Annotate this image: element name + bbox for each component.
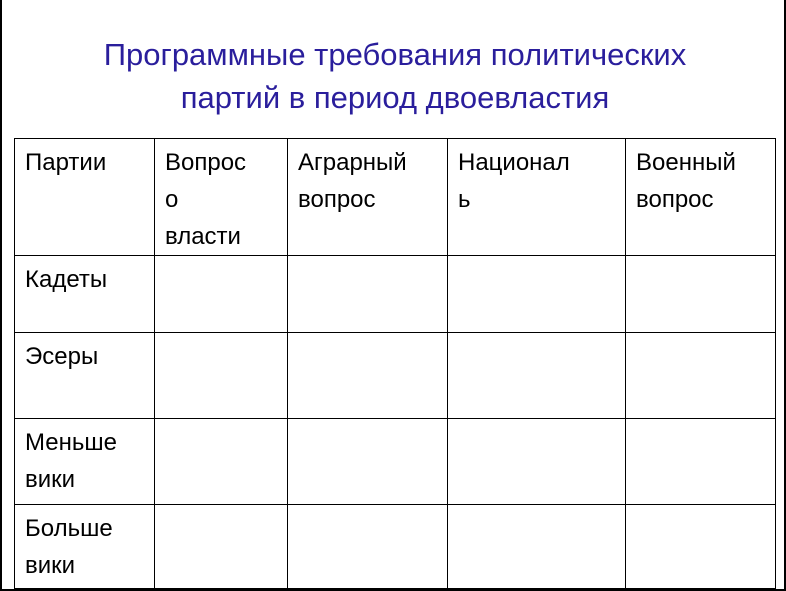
- table-cell: [288, 505, 448, 589]
- header-military-question-line-2: вопрос: [636, 186, 714, 213]
- party-name-line-2: вики: [25, 466, 76, 493]
- table-cell: [288, 333, 448, 419]
- table-cell: [448, 333, 626, 419]
- table-cell: [155, 419, 288, 505]
- slide-title-line-1: Программные требования политических: [103, 37, 687, 72]
- header-power-question-line-2: о: [165, 186, 179, 213]
- table-cell: [626, 419, 776, 505]
- party-name-line-1: Меньше: [25, 429, 117, 456]
- party-programs-table: [14, 138, 776, 589]
- table-cell: [626, 505, 776, 589]
- header-national-question: [448, 139, 626, 256]
- table-cell: [288, 256, 448, 333]
- party-name-line-1: Кадеты: [25, 266, 108, 293]
- header-military-question: [626, 139, 776, 256]
- header-power-question: [155, 139, 288, 256]
- table-cell: [626, 256, 776, 333]
- table-cell: [155, 505, 288, 589]
- table-cell: [155, 256, 288, 333]
- table-cell: [155, 333, 288, 419]
- header-national-question-line-2: ь: [458, 186, 471, 213]
- table-cell: [626, 333, 776, 419]
- table-cell: [288, 419, 448, 505]
- table-row: [15, 256, 776, 333]
- header-national-question-line-1: Национал: [458, 149, 570, 176]
- header-agrarian-question: [288, 139, 448, 256]
- party-cell-mensheviks: [15, 419, 155, 505]
- header-agrarian-question-line-2: вопрос: [298, 186, 376, 213]
- table-row: [15, 505, 776, 589]
- table-cell: [448, 419, 626, 505]
- table-header-row: [15, 139, 776, 256]
- party-cell-bolsheviks: [15, 505, 155, 589]
- party-name-line-1: Больше: [25, 515, 113, 542]
- header-parties-line-1: Партии: [25, 149, 107, 176]
- header-power-question-line-1: Вопрос: [165, 149, 247, 176]
- header-agrarian-question-line-1: Аграрный: [298, 149, 407, 176]
- table-row: [15, 419, 776, 505]
- party-name-line-2: вики: [25, 552, 76, 579]
- slide-title: [42, 33, 748, 119]
- party-cell-esers: [15, 333, 155, 419]
- header-parties: [15, 139, 155, 256]
- party-name-line-1: Эсеры: [25, 343, 99, 370]
- party-cell-kadets: [15, 256, 155, 333]
- table-row: [15, 333, 776, 419]
- table-cell: [448, 505, 626, 589]
- slide-title-line-2: партий в период двоевластия: [180, 80, 610, 115]
- table-cell: [448, 256, 626, 333]
- header-power-question-line-3: власти: [165, 223, 241, 250]
- header-military-question-line-1: Военный: [636, 149, 736, 176]
